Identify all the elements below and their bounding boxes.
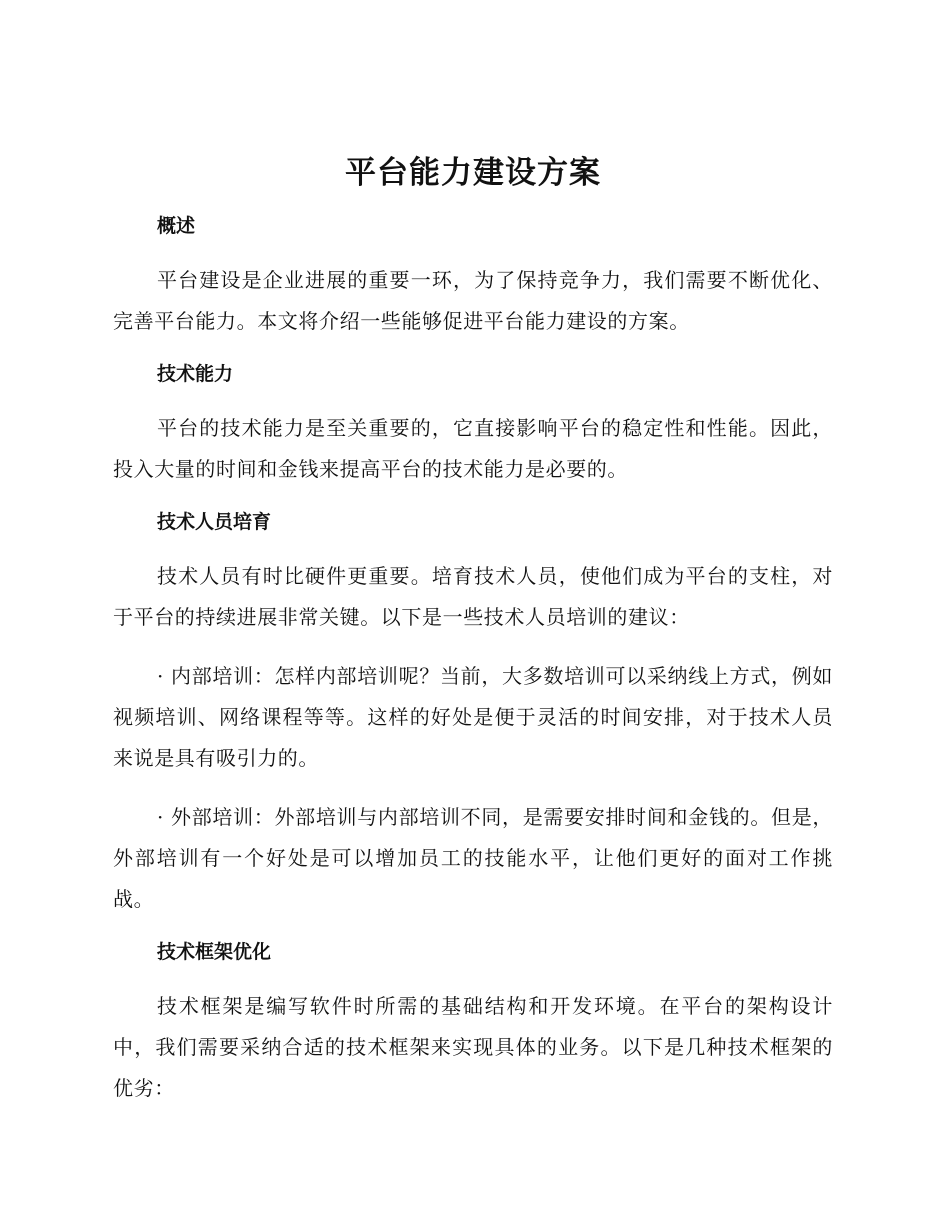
section-heading-staff-training: 技术人员培育: [157, 511, 272, 533]
section-heading-framework-optimization: 技术框架优化: [157, 941, 272, 963]
section-heading-tech-capability: 技术能力: [157, 363, 234, 385]
section-heading-overview: 概述: [157, 215, 196, 237]
section-tech-capability: [113, 360, 833, 490]
bullet-external-training: · 外部培训：外部培训与内部培训不同，是需要安排时间和金钱的。但是，外部培训有一个好处是可以增加员工的技能水平，让他们更好的面对工作挑战。: [113, 805, 833, 911]
paragraph-tech-capability: 平台的技术能力是至关重要的，它直接影响平台的稳定性和性能。因此，投入大量的时间和金钱来提高平台的技术能力是必要的。: [113, 416, 833, 481]
paragraph-overview: 平台建设是企业进展的重要一环，为了保持竞争力，我们需要不断优化、完善平台能力。本文将介绍一些能够促进平台能力建设的方案。: [113, 268, 833, 333]
paragraph-staff-training: 技术人员有时比硬件更重要。培育技术人员，使他们成为平台的支柱，对于平台的持续进展非常关键。以下是一些技术人员培训的建议：: [113, 564, 833, 629]
section-overview: [113, 212, 833, 342]
document-page: [113, 150, 833, 1127]
page-title: 平台能力建设方案: [345, 155, 601, 191]
section-staff-training: [113, 508, 833, 920]
paragraph-framework-optimization: 技术框架是编写软件时所需的基础结构和开发环境。在平台的架构设计中，我们需要采纳合适的技术框架来实现具体的业务。以下是几种技术框架的优劣：: [113, 994, 833, 1100]
section-framework-optimization: [113, 938, 833, 1109]
bullet-internal-training: · 内部培训：怎样内部培训呢？当前，大多数培训可以采纳线上方式，例如视频培训、网络课程等等。这样的好处是便于灵活的时间安排，对于技术人员来说是具有吸引力的。: [113, 664, 833, 770]
